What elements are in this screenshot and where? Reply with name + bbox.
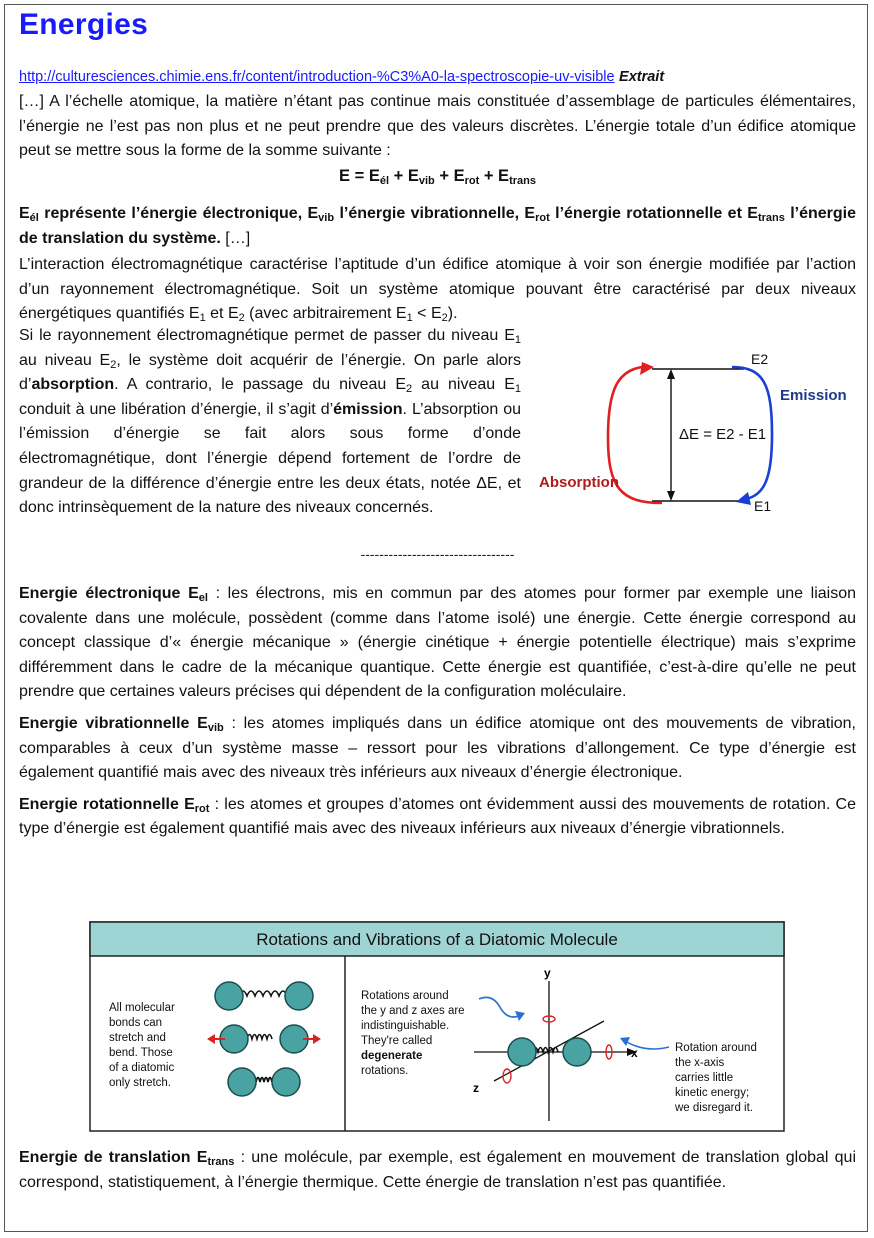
absorption-paragraph: Si le rayonnement électromagnétique permet de passer du niveau $E_1$ au niveau $E_2$, le système doit acquérir de l’énergie. On parle alors d’absorption. A contrario, le passage du niveau $E_2$ au niveau $E_1$ conduit à une libération d’énergie, il s’agit d’émission. L’absorption ou l’émission d’énergie se fait alors sous forme d’onde électromagnétique, dont l’énergie dépend fortement de l’ordre de grandeur de la différence d’énergie entre les deux états, notée ΔE, et donc intrinsèquement de la nature des niveaux concernés. (19, 327, 522, 517)
page-title: Energies (19, 8, 149, 41)
source-line (19, 68, 856, 86)
section-divider: --------------------------------- (360, 546, 515, 562)
energy-formula: $E = E_{él} + E_{vib} + E_{rot} + E_{trans}$ (339, 166, 536, 187)
intro-text: […] A l’échelle atomique, la matière n’étant pas continue mais constituée d’assemblage de particules élémentaires, l’énergie ne l’est pas non plus et ne peut prendre que des valeurs discrètes. L’énergie totale d’un édifice atomique peut se mettre sous la forme de la somme suivante : (19, 93, 856, 160)
svg-text:kinetic energy;: kinetic energy; (675, 1087, 750, 1099)
axis-x-label: x (631, 1046, 638, 1060)
source-link[interactable]: http://culturesciences.chimie.ens.fr/content/introduction-%C3%A0-la-spectroscopie-uv-visible (19, 69, 615, 85)
svg-text:indistinguishable.: indistinguishable. (361, 1020, 450, 1032)
svg-text:They're called: They're called (361, 1035, 433, 1047)
svg-text:only stretch.: only stretch. (109, 1077, 171, 1089)
figure-title: Rotations and Vibrations of a Diatomic Molecule (256, 930, 618, 949)
definitions-paragraph: $E_{él}$ représente l’énergie électronique, $E_{vib}$ l’énergie vibrationnelle, $E_{rot}$ l’énergie rotationnelle et $E_{trans}$ l’énergie de translation du système. […] L’interaction électromagnétique caractérise l’aptitude d’un édifice atomique à voir son énergie modifiée par l’action d’un rayonnement électromagnétique. Soit un système atomique pouvant être caractérisé par deux niveaux énergétiques quantifiés $E_1$ et $E_2$ (avec arbitrairement $E_1 < E_2$). (19, 202, 856, 327)
svg-text:the y and z axes are: the y and z axes are (361, 1005, 465, 1017)
axis-y-label: y (544, 966, 551, 980)
sections (19, 582, 856, 842)
energy-level-diagram (532, 345, 862, 520)
section-electronic: Energie électronique $E_{el}$ : les électrons, mis en commun par des atomes pour former par exemple une liaison covalente dans une molécule, possèdent (comme dans l’atome isolé) une énergie. Cette énergie correspond au concept classique d’« énergie mécanique » (énergie cinétique + énergie potentielle électrique) mais s’exprime différemment dans le cadre de la mécanique quantique. Cette énergie est quantifiée, c’est-à-dire qu’elle ne peut prendre que certaines valeurs précises qui dépendent de la configuration moléculaire. (19, 585, 856, 701)
svg-text:bend. Those: bend. Those (109, 1047, 173, 1059)
delta-e-label: ΔE = E2 - E1 (679, 426, 767, 443)
svg-text:carries little: carries little (675, 1072, 734, 1084)
section-translation-wrap (19, 1146, 856, 1195)
svg-text:Rotations around: Rotations around (361, 990, 449, 1002)
interaction-paragraph: L’interaction électromagnétique caractérise l’aptitude d’un édifice atomique à voir son énergie modifiée par l’action d’un rayonnement électromagnétique. Soit un système atomique pouvant être caractérisé par deux niveaux énergétiques quantifiés $E_1$ et $E_2$ (avec arbitrairement $E_1 < E_2$). (19, 256, 856, 325)
emission-label: Emission (780, 387, 847, 404)
svg-text:the x-axis: the x-axis (675, 1057, 725, 1069)
delta-arrow-head-bottom (667, 491, 675, 501)
svg-text:stretch and: stretch and (109, 1032, 166, 1044)
section-translation: Energie de translation $E_{trans}$ : une molécule, par exemple, est également en mouvement de translation global qui correspond, statistiquement, à l’énergie thermique. Cette énergie de translation n’est pas quantifiée. (19, 1149, 857, 1191)
svg-text:All molecular: All molecular (109, 1002, 175, 1014)
svg-text:Rotation around: Rotation around (675, 1042, 757, 1054)
svg-text:rotations.: rotations. (361, 1065, 409, 1077)
absorption-arrow-head (640, 362, 654, 375)
intro-paragraph (19, 90, 856, 188)
level-e2-label: E2 (751, 351, 769, 367)
svg-text:degenerate: degenerate (361, 1050, 423, 1062)
section-vibrational: Energie vibrationnelle $E_{vib}$ : les atomes impliqués dans un édifice atomique ont des mouvements de vibration, comparables à ceux d’un système masse – ressort pour les vibrations d’allongement. Ce type d’énergie est également quantifié mais avec des niveaux très inférieurs aux niveaux d’énergie électronique. (19, 714, 856, 782)
absorption-label: Absorption (539, 474, 619, 491)
svg-text:we disregard it.: we disregard it. (675, 1102, 753, 1114)
emission-arrow-head (736, 492, 751, 505)
delta-arrow-head-top (667, 369, 675, 379)
axis-z-label: z (473, 1081, 479, 1095)
diatomic-molecule-figure (89, 921, 785, 1132)
svg-text:of a diatomic: of a diatomic (109, 1062, 175, 1074)
svg-text:bonds can: bonds can (109, 1017, 163, 1029)
level-e1-label: E1 (754, 498, 772, 514)
section-rotational: Energie rotationnelle $E_{rot}$ : les atomes et groupes d’atomes ont évidemment aussi des mouvements de rotation. Ce type d’énergie est également quantifié mais avec des niveaux inférieurs aux niveaux d’énergie vibrationnels. (19, 795, 856, 838)
source-label: Extrait (619, 69, 665, 85)
